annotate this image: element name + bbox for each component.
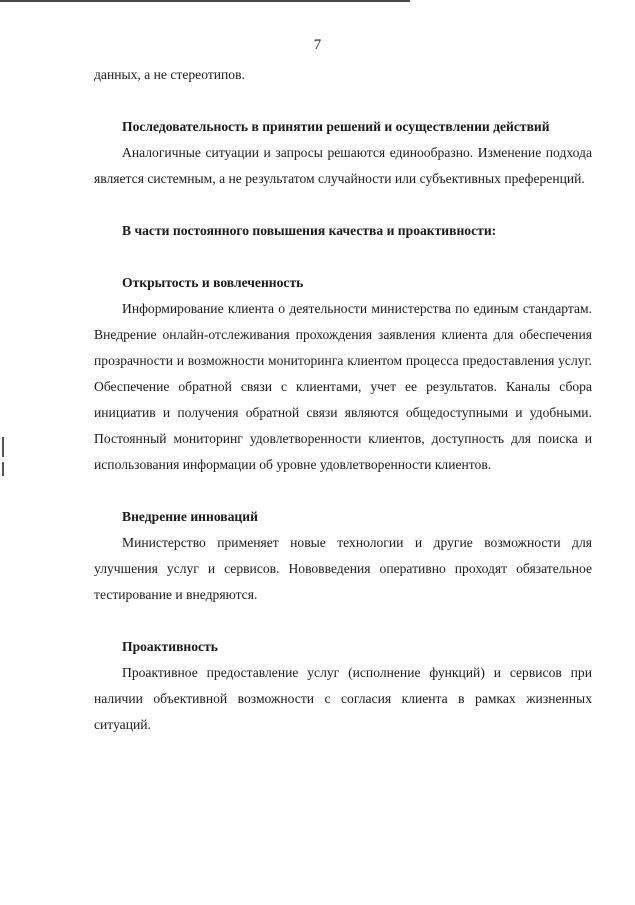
page-number: 7 bbox=[313, 37, 322, 53]
section-heading-proactivity: Проактивность bbox=[122, 639, 218, 654]
continuation-text: данных, а не стереотипов. bbox=[94, 67, 245, 82]
section-heading-innovation: Внедрение инноваций bbox=[122, 509, 258, 524]
margin-mark bbox=[2, 462, 4, 476]
margin-mark bbox=[2, 437, 4, 457]
section-heading-openness: Открытость и вовлеченность bbox=[122, 275, 304, 290]
section-heading-quality: В части постоянного повышения качества и проактивности: bbox=[122, 223, 497, 238]
paragraph-proactivity: Проактивное предоставление услуг (исполнение функций) и сервисов при наличии объективной возможности с согласия клиента в рамках жизненных ситуаций. bbox=[94, 665, 592, 732]
section-heading-consistency: Последовательность в принятии решений и осуществлении действий bbox=[122, 119, 550, 134]
paragraph-openness: Информирование клиента о деятельности министерства по единым стандартам. Внедрение онлайн-отслеживания прохождения заявления клиента для обеспечения прозрачности и возможности мониторинга клиентом процесса предоставления услуг. Обеспечение обратной связи с клиентами, учет ее результатов. Каналы сбора инициатив и получения обратной связи являются общедоступными и удобными. Постоянный мониторинг удовлетворенности клиентов, доступность для поиска и использования информации об уровне удовлетворенности клиентов. bbox=[94, 301, 592, 472]
document-body bbox=[94, 62, 592, 738]
paragraph-consistency: Аналогичные ситуации и запросы решаются единообразно. Изменение подхода является системным, а не результатом случайности или субъективных преференций. bbox=[94, 145, 592, 186]
scan-edge-line bbox=[0, 0, 410, 2]
paragraph-innovation: Министерство применяет новые технологии и другие возможности для улучшения услуг и сервисов. Нововведения оперативно проходят обязательное тестирование и внедряются. bbox=[94, 535, 592, 602]
